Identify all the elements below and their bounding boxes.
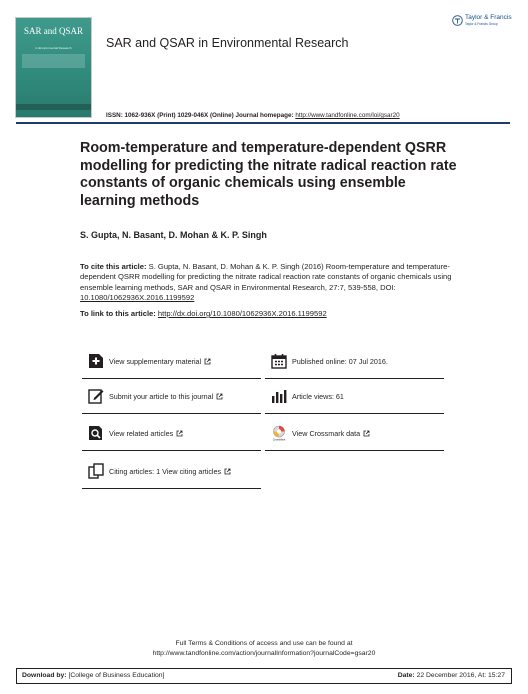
download-info-bar	[16, 668, 512, 684]
citing-articles-item[interactable]	[82, 455, 261, 489]
item-divider	[82, 413, 261, 414]
external-link-icon	[363, 430, 370, 437]
submit-article-item[interactable]	[82, 380, 261, 414]
terms-line-1: Full Terms & Conditions of access and use can be found at	[175, 640, 353, 647]
related-articles-item[interactable]	[82, 417, 261, 451]
external-link-icon	[224, 468, 231, 475]
related-search-icon	[88, 425, 104, 441]
cite-text: S. Gupta, N. Basant, D. Mohan & K. P. Singh (2016) Room-temperature and temperature-dependent QSRR modelling for predicting the nitrate radical reaction rate constants of organic chemicals using ensemble learning methods, SAR and QSAR in Environmental Research, 27:7, 539-558, DOI:	[80, 262, 452, 292]
view-supplementary-item[interactable]	[82, 345, 261, 379]
article-authors: S. Gupta, N. Basant, D. Mohan & K. P. Singh	[80, 230, 267, 240]
item-divider	[82, 378, 261, 379]
item-divider	[265, 413, 444, 414]
journal-name: SAR and QSAR in Environmental Research	[106, 36, 349, 50]
cover-subtitle: in Environmental Research	[35, 46, 72, 50]
external-link-icon	[216, 393, 223, 400]
crossmark-item[interactable]	[265, 417, 444, 451]
terms-line-2[interactable]: http://www.tandfonline.com/action/journalInformation?journalCode=gsar20	[152, 649, 376, 657]
supplementary-plus-icon	[88, 353, 104, 369]
item-divider	[265, 450, 444, 451]
crossmark-badge-label: CrossMark	[272, 438, 286, 441]
crossmark-icon	[271, 425, 287, 441]
publisher-logo-icon	[452, 15, 463, 26]
download-by: Download by: [College of Business Education]	[22, 672, 165, 679]
journal-cover-image	[16, 18, 91, 117]
citation	[80, 262, 452, 304]
submit-pencil-icon	[88, 388, 104, 404]
publisher-logo	[452, 14, 512, 30]
journal-homepage-link[interactable]: http://www.tandfonline.com/loi/gsar20	[295, 112, 400, 119]
external-link-icon	[204, 358, 211, 365]
publisher-name: Taylor & Francis	[465, 14, 512, 21]
article-link-line	[80, 309, 327, 318]
issn-line	[106, 112, 400, 119]
crossmark-label: View Crossmark data	[292, 429, 370, 438]
download-date: Date: 22 December 2016, At: 15:27	[397, 672, 505, 679]
article-views-item	[265, 380, 444, 414]
link-label: To link to this article:	[80, 309, 158, 318]
cover-band	[22, 54, 85, 68]
article-url-link[interactable]: http://dx.doi.org/10.1080/1062936X.2016.1199592	[157, 309, 327, 318]
cover-strip	[16, 104, 91, 110]
terms-note	[0, 639, 528, 658]
submit-label: Submit your article to this journal	[109, 392, 223, 401]
doi-link[interactable]: 10.1080/1062936X.2016.1199592	[80, 293, 195, 303]
calendar-icon	[271, 353, 287, 369]
related-label: View related articles	[109, 429, 183, 438]
published-online-item	[265, 345, 444, 379]
external-link-icon	[176, 430, 183, 437]
supplementary-label: View supplementary material	[109, 357, 211, 366]
article-views-label: Article views: 61	[292, 392, 344, 401]
issn-text: ISSN: 1062-936X (Print) 1029-046X (Online) Journal homepage:	[106, 112, 296, 119]
publisher-tagline: Taylor & Francis Group	[465, 22, 498, 26]
header-divider	[16, 122, 510, 124]
published-online-label: Published online: 07 Jul 2016.	[292, 357, 388, 366]
item-divider	[82, 488, 261, 489]
citing-label: Citing articles: 1 View citing articles	[109, 467, 231, 476]
citing-documents-icon	[88, 463, 104, 479]
item-divider	[82, 450, 261, 451]
cite-label: To cite this article:	[80, 262, 147, 271]
cover-title: SAR and QSAR	[23, 26, 83, 36]
bar-chart-icon	[271, 388, 287, 404]
article-title: Room-temperature and temperature-dependent QSRR modelling for predicting the nitrate radical reaction rate constants of organic chemicals using ensemble learning methods	[80, 140, 457, 209]
item-divider	[265, 378, 444, 379]
